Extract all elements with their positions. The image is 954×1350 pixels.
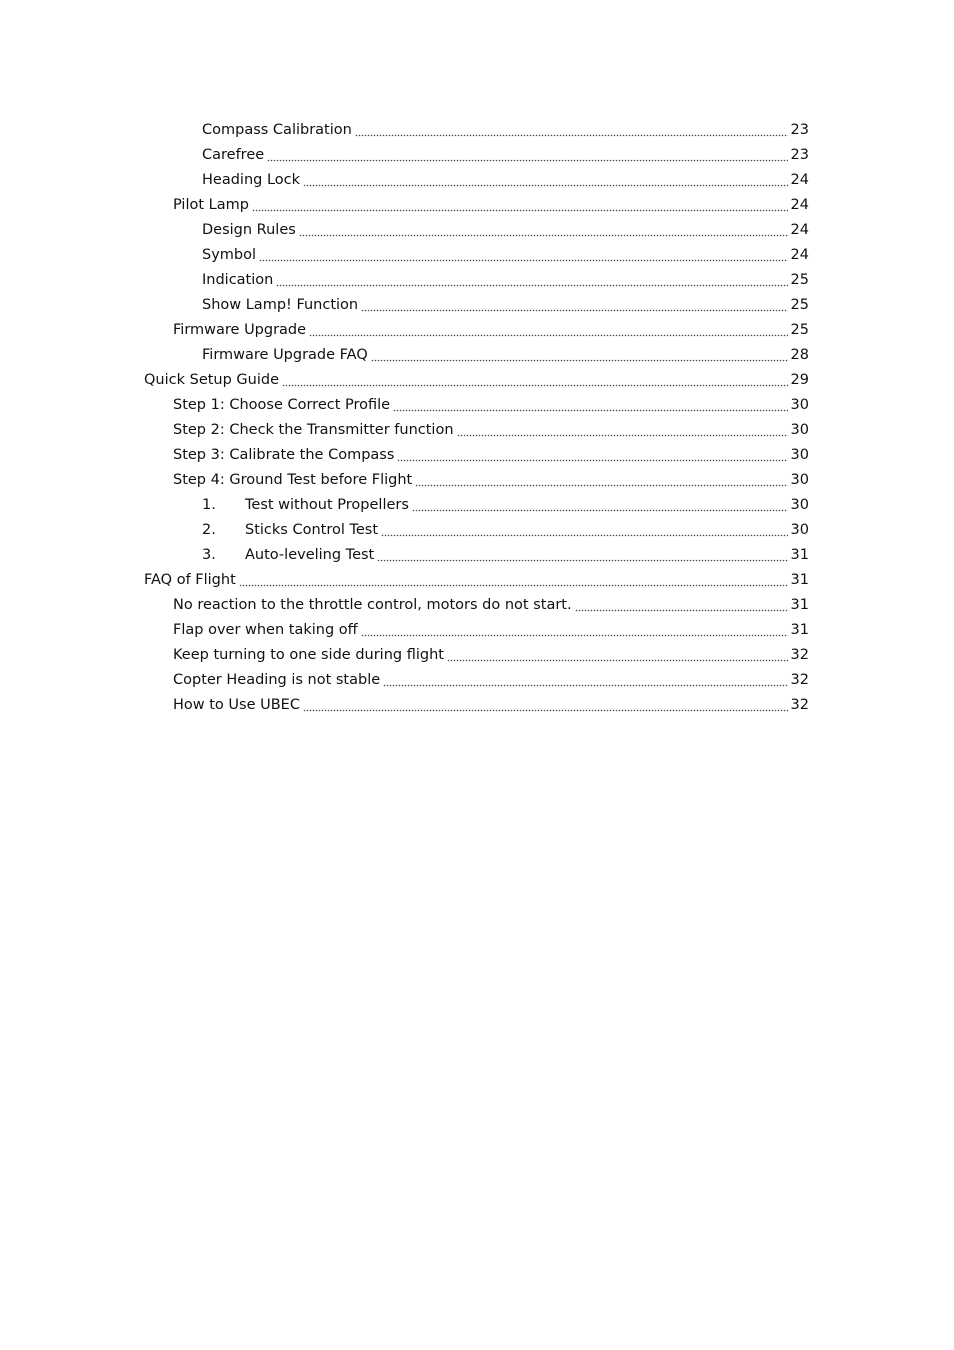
toc-entry-title: Indication	[202, 272, 274, 288]
toc-entry-title: Auto-leveling Test	[245, 547, 375, 563]
toc-entry[interactable]	[144, 190, 809, 215]
toc-entry-page-number: 28	[790, 347, 809, 363]
toc-entry[interactable]	[144, 665, 809, 690]
toc-entry[interactable]	[144, 465, 809, 490]
toc-entry-title: Quick Setup Guide	[144, 372, 280, 388]
toc-entry-title-wrap	[202, 296, 360, 315]
toc-dot-leader	[397, 446, 787, 465]
toc-entry-title: Show Lamp! Function	[202, 297, 359, 313]
toc-dot-leader	[412, 496, 788, 515]
toc-entry-title: Step 3: Calibrate the Compass	[173, 447, 395, 463]
toc-dot-leader	[361, 621, 788, 640]
toc-entry[interactable]	[144, 440, 809, 465]
toc-dot-leader	[575, 596, 788, 615]
toc-dot-leader	[259, 246, 788, 265]
toc-entry-title-wrap	[202, 171, 302, 190]
toc-dot-leader	[377, 546, 787, 565]
toc-entry-title-wrap	[202, 546, 376, 565]
toc-dot-leader	[303, 696, 788, 715]
toc-entry-title: FAQ of Flight	[144, 572, 236, 588]
toc-entry[interactable]	[144, 115, 809, 140]
toc-entry[interactable]	[144, 265, 809, 290]
toc-entry-page-number: 25	[790, 297, 809, 313]
toc-entry-page-number: 30	[790, 422, 809, 438]
toc-entry-page-number: 30	[790, 447, 809, 463]
toc-entry-title-wrap	[144, 371, 281, 390]
toc-entry[interactable]	[144, 215, 809, 240]
toc-entry-title: Sticks Control Test	[245, 522, 379, 538]
toc-entry-title-wrap	[202, 146, 266, 165]
toc-entry-title-wrap	[173, 621, 360, 640]
toc-entry-title-wrap	[173, 446, 396, 465]
toc-dot-leader	[276, 271, 787, 290]
toc-entry[interactable]	[144, 240, 809, 265]
toc-entry-title: Symbol	[202, 247, 257, 263]
toc-entry-page-number: 32	[790, 697, 809, 713]
toc-entry-page-number: 30	[790, 497, 809, 513]
toc-entry-number: 1.	[202, 497, 216, 513]
toc-entry-title-wrap	[202, 521, 380, 540]
toc-entry-page-number: 30	[790, 522, 809, 538]
toc-entry-title-wrap	[173, 196, 251, 215]
toc-entry[interactable]	[144, 290, 809, 315]
toc-entry-page-number: 32	[790, 672, 809, 688]
toc-dot-leader	[383, 671, 787, 690]
toc-dot-leader	[309, 321, 787, 340]
toc-entry-title-wrap	[173, 321, 308, 340]
toc-entry[interactable]	[144, 415, 809, 440]
toc-dot-leader	[381, 521, 788, 540]
toc-dot-leader	[267, 146, 787, 165]
toc-entry-title: No reaction to the throttle control, motors do not start.	[173, 597, 572, 613]
toc-entry-page-number: 31	[790, 622, 809, 638]
toc-entry-title: Carefree	[202, 147, 265, 163]
toc-entry-page-number: 30	[790, 397, 809, 413]
toc-entry[interactable]	[144, 565, 809, 590]
toc-entry-title-wrap	[173, 471, 414, 490]
toc-entry-page-number: 31	[790, 597, 809, 613]
toc-entry-page-number: 32	[790, 647, 809, 663]
toc-entry-title: How to Use UBEC	[173, 697, 300, 713]
toc-entry-page-number: 25	[790, 322, 809, 338]
toc-dot-leader	[355, 121, 788, 140]
toc-dot-leader	[457, 421, 788, 440]
toc-dot-leader	[252, 196, 788, 215]
toc-dot-leader	[239, 571, 788, 590]
toc-entry-title: Pilot Lamp	[173, 197, 249, 213]
toc-entry-title-wrap	[173, 671, 382, 690]
toc-dot-leader	[447, 646, 788, 665]
toc-entry-page-number: 24	[790, 222, 809, 238]
toc-dot-leader	[282, 371, 788, 390]
toc-entry-number: 3.	[202, 547, 216, 563]
toc-entry[interactable]	[144, 590, 809, 615]
toc-entry-title: Keep turning to one side during flight	[173, 647, 444, 663]
toc-entry-title-wrap	[173, 596, 574, 615]
toc-entry-title-wrap	[173, 396, 392, 415]
toc-entry[interactable]	[144, 540, 809, 565]
toc-dot-leader	[303, 171, 788, 190]
toc-entry-title: Flap over when taking off	[173, 622, 358, 638]
toc-entry-page-number: 24	[790, 197, 809, 213]
toc-dot-leader	[299, 221, 788, 240]
toc-entry[interactable]	[144, 615, 809, 640]
toc-entry-title: Design Rules	[202, 222, 296, 238]
toc-entry[interactable]	[144, 315, 809, 340]
toc-entry[interactable]	[144, 640, 809, 665]
toc-dot-leader	[361, 296, 787, 315]
toc-entry-page-number: 25	[790, 272, 809, 288]
toc-entry-page-number: 31	[790, 572, 809, 588]
toc-entry[interactable]	[144, 140, 809, 165]
toc-entry-page-number: 23	[790, 122, 809, 138]
toc-entry-page-number: 24	[790, 172, 809, 188]
toc-entry-title: Step 1: Choose Correct Profile	[173, 397, 391, 413]
toc-entry-title-wrap	[202, 346, 370, 365]
toc-entry-title: Firmware Upgrade	[173, 322, 307, 338]
toc-entry-page-number: 24	[790, 247, 809, 263]
toc-entry-title: Compass Calibration	[202, 122, 352, 138]
toc-entry-title: Copter Heading is not stable	[173, 672, 381, 688]
toc-entry-title: Firmware Upgrade FAQ	[202, 347, 368, 363]
toc-entry[interactable]	[144, 165, 809, 190]
toc-entry-title: Step 2: Check the Transmitter function	[173, 422, 454, 438]
toc-entry-title: Step 4: Ground Test before Flight	[173, 472, 413, 488]
toc-entry-title-wrap	[144, 571, 238, 590]
toc-entry-page-number: 29	[790, 372, 809, 388]
toc-entry-title-wrap	[202, 221, 298, 240]
toc-entry-title: Heading Lock	[202, 172, 301, 188]
toc-dot-leader	[393, 396, 787, 415]
toc-entry[interactable]	[144, 390, 809, 415]
toc-entry[interactable]	[144, 690, 809, 715]
toc-entry-number: 2.	[202, 522, 216, 538]
toc-entry[interactable]	[144, 515, 809, 540]
toc-entry-title-wrap	[173, 696, 302, 715]
toc-entry-title: Test without Propellers	[245, 497, 409, 513]
toc-entry-page-number: 31	[790, 547, 809, 563]
toc-dot-leader	[371, 346, 788, 365]
toc-entry-title-wrap	[202, 271, 275, 290]
toc-entry-title-wrap	[202, 246, 258, 265]
toc-dot-leader	[415, 471, 787, 490]
toc-entry-title-wrap	[202, 121, 354, 140]
toc-entry-title-wrap	[202, 496, 411, 515]
toc-entry[interactable]	[144, 490, 809, 515]
toc-entry[interactable]	[144, 340, 809, 365]
toc-entry-title-wrap	[173, 421, 456, 440]
toc-entry-page-number: 23	[790, 147, 809, 163]
toc-entry-page-number: 30	[790, 472, 809, 488]
toc-entry[interactable]	[144, 365, 809, 390]
toc-entry-title-wrap	[173, 646, 446, 665]
table-of-contents	[144, 115, 809, 715]
